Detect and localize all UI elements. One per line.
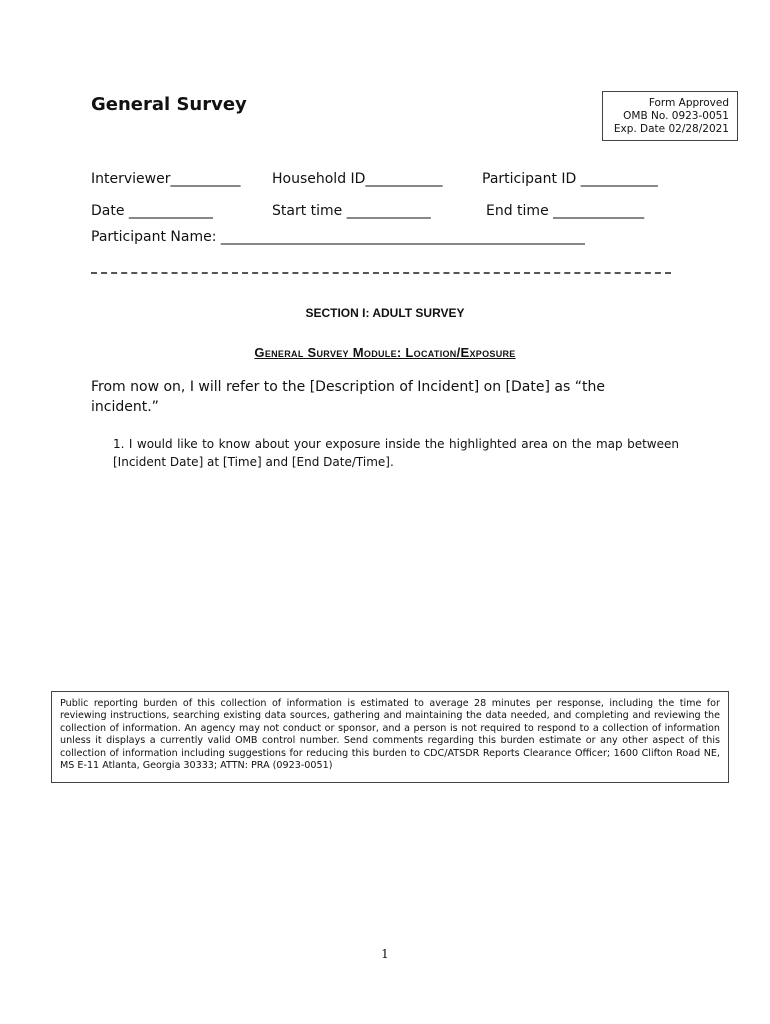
section-heading: SECTION I: ADULT SURVEY (305, 306, 465, 320)
omb-expiration-date: Exp. Date 02/28/2021 (613, 123, 729, 135)
household-id-field[interactable]: Household ID___________ (272, 171, 443, 187)
participant-name-field[interactable]: Participant Name: ____________________________________________________ (91, 229, 585, 245)
section-divider (91, 264, 671, 274)
interviewer-field[interactable]: Interviewer__________ (91, 171, 241, 187)
omb-form-approved: Form Approved (648, 97, 729, 109)
date-field[interactable]: Date ____________ (91, 203, 213, 219)
burden-statement-box (51, 691, 729, 783)
participant-id-field[interactable]: Participant ID ___________ (482, 171, 658, 187)
burden-statement-text: Public reporting burden of this collection of information is estimated to average 28 minutes per response, including the time for reviewing instructions, searching existing data sources, gathering and maintaining the data needed, and completing and reviewing the collection of information. An agency may not conduct or sponsor, and a person is not required to respond to a collection of information unless it displays a currently valid OMB control number. Send comments regarding this burden estimate or any other aspect of this collection of information including suggestions for reducing this burden to CDC/ATSDR Reports Clearance Officer; 1600 Clifton Road NE, MS E-11 Atlanta, Georgia 30333; ATTN: PRA (0923-0051) (60, 698, 720, 772)
page-title: General Survey (91, 94, 247, 115)
omb-number: OMB No. 0923-0051 (623, 110, 729, 122)
start-time-field[interactable]: Start time ____________ (272, 203, 431, 219)
intro-text: From now on, I will refer to the [Description of Incident] on [Date] as “the incident.” (91, 379, 605, 415)
omb-approval-box (602, 91, 738, 141)
question-1: 1. I would like to know about your exposure inside the highlighted area on the map between [Incident Date] at [Time] and [End Date/Time]. (113, 437, 679, 469)
end-time-field[interactable]: End time _____________ (486, 203, 645, 219)
page-number: 1 (381, 947, 389, 961)
module-heading: General Survey Module: Location/Exposure (254, 345, 516, 360)
